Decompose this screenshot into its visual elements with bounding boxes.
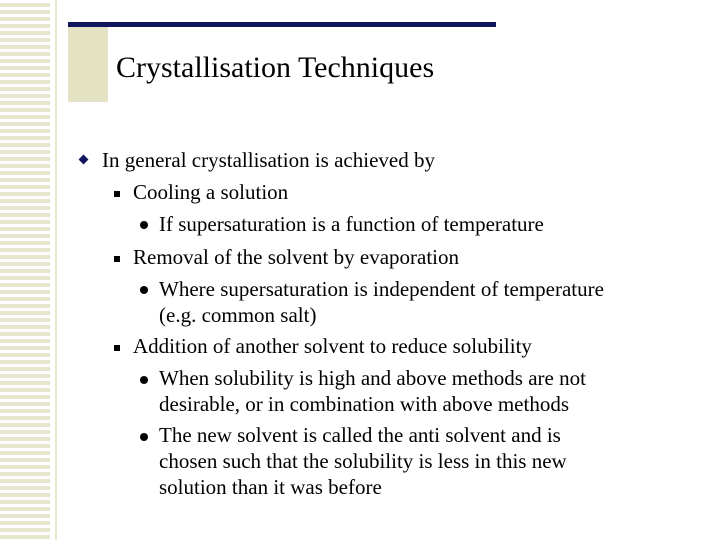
circle-bullet-icon: [140, 433, 148, 441]
bullet-level1-text: In general crystallisation is achieved by: [102, 148, 435, 172]
diamond-bullet-icon: [79, 155, 89, 165]
left-stripe-decoration: [0, 0, 50, 540]
square-bullet-icon: [114, 191, 120, 197]
bullet-level3-continuation: solution than it was before: [159, 475, 382, 499]
bullet-level3-text: When solubility is high and above methods are not: [159, 366, 586, 390]
title-rule: [68, 22, 496, 27]
circle-bullet-icon: [140, 376, 148, 384]
left-vertical-rule: [55, 0, 57, 540]
bullet-level2-text: Cooling a solution: [133, 180, 289, 204]
bullet-level3-text: Where supersaturation is independent of temperature: [159, 277, 604, 301]
slide-title: Crystallisation Techniques: [116, 51, 435, 84]
bullet-level3-text: If supersaturation is a function of temperature: [159, 212, 544, 236]
square-bullet-icon: [114, 345, 120, 351]
bullet-level3-text: The new solvent is called the anti solvent and is: [159, 423, 561, 447]
bullet-level2-text: Addition of another solvent to reduce solubility: [133, 334, 532, 358]
circle-bullet-icon: [140, 286, 148, 294]
bullet-level2-text: Removal of the solvent by evaporation: [133, 245, 460, 269]
square-bullet-icon: [114, 256, 120, 262]
bullet-level3-continuation: desirable, or in combination with above methods: [159, 392, 569, 416]
bullet-level3-continuation: chosen such that the solubility is less in this new: [159, 449, 567, 473]
bullet-level3-continuation: (e.g. common salt): [159, 303, 317, 327]
circle-bullet-icon: [140, 221, 148, 229]
title-accent-block: [68, 22, 108, 102]
